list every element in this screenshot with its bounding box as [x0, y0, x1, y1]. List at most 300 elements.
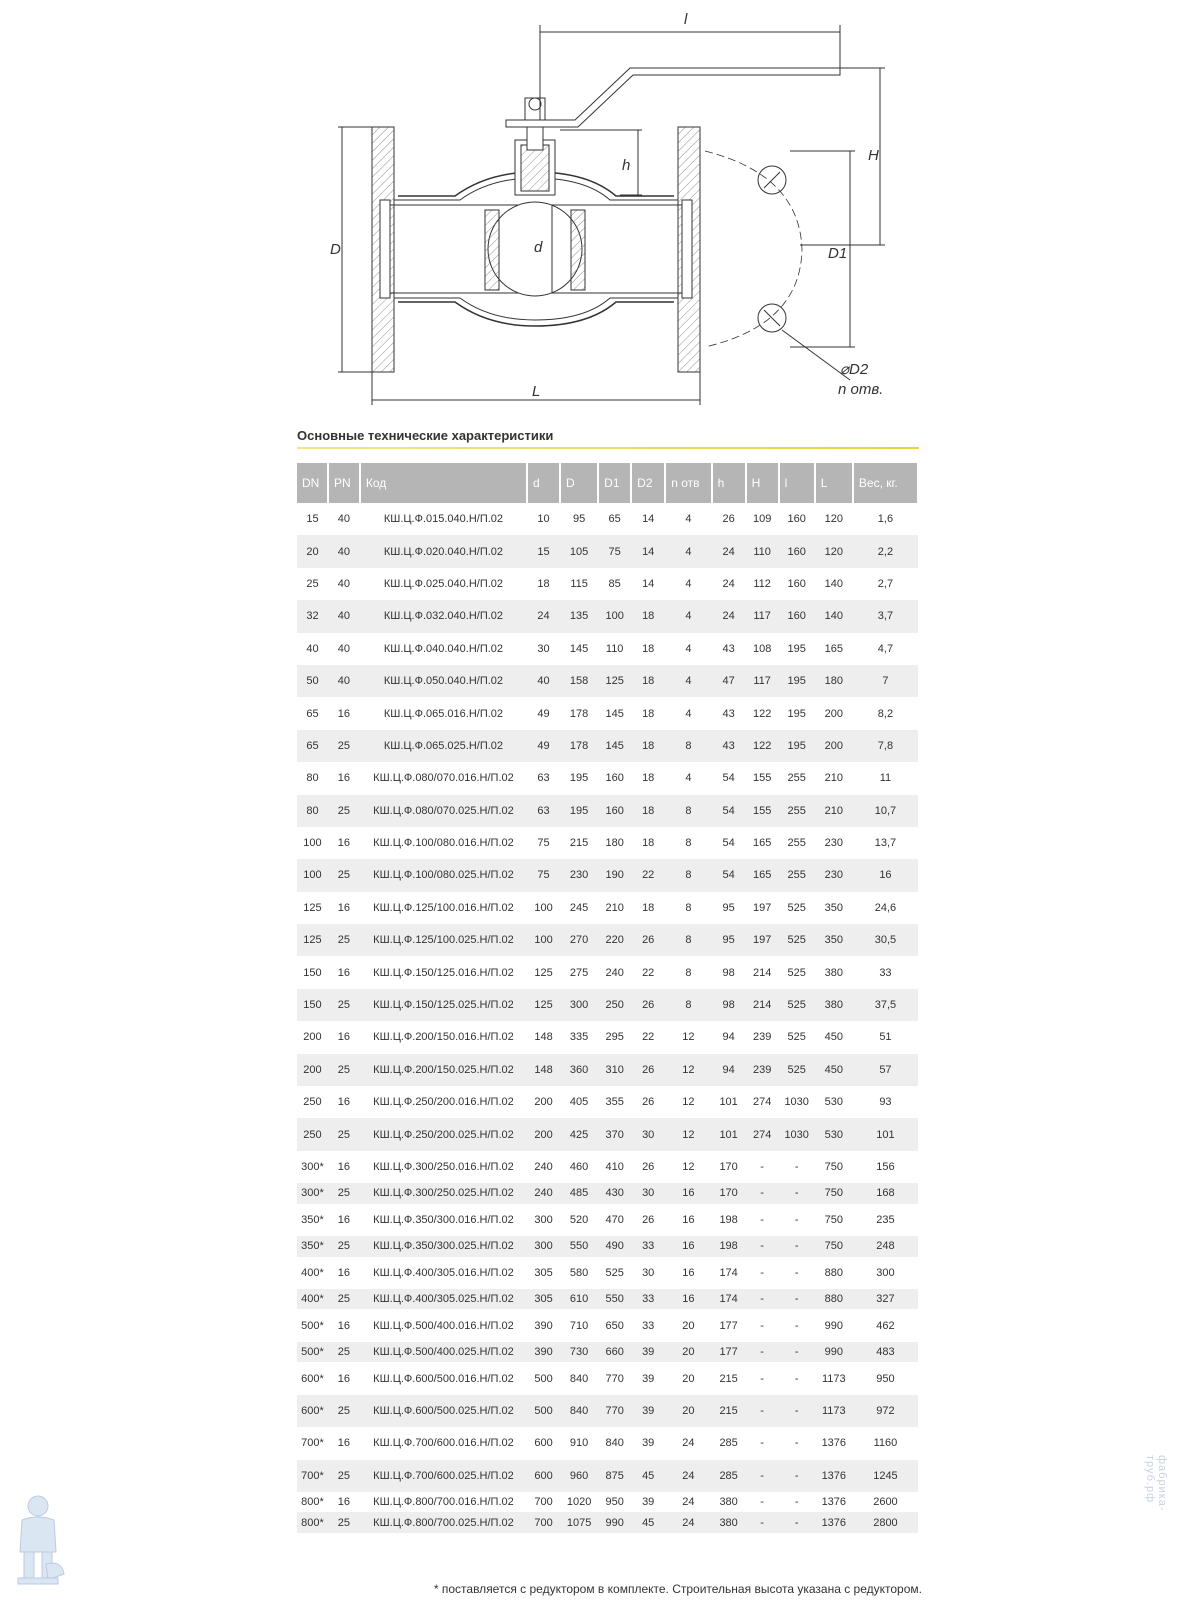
table-cell: 26 [642, 1161, 655, 1173]
table-cell: - [779, 1460, 815, 1492]
table-cell: 24 [527, 600, 560, 632]
table-cell: 239 [752, 1031, 772, 1044]
table-cell: - [794, 1437, 799, 1450]
table-cell: 25 [328, 1289, 360, 1310]
table-cell: КШ.Ц.Ф.600/500.016.Н/П.02 [373, 1372, 514, 1385]
table-cell: 500* [301, 1319, 324, 1332]
table-cell: 30 [631, 1183, 665, 1204]
table-cell: 200 [527, 1118, 560, 1150]
table-cell: 14 [631, 535, 665, 567]
table-cell: 180 [815, 665, 853, 697]
table-cell: 54 [722, 772, 735, 785]
table-cell: 65 [608, 513, 621, 526]
table-cell: 750 [815, 1236, 853, 1257]
table-cell: 8 [665, 859, 711, 891]
table-cell: - [794, 1161, 799, 1173]
table-cell: 215 [712, 1395, 746, 1427]
table-row [297, 535, 918, 567]
table-cell: 550 [560, 1236, 598, 1257]
table-row [297, 1512, 918, 1533]
table-cell: 500* [297, 1342, 328, 1363]
table-cell: 2800 [853, 1512, 918, 1533]
table-cell: 230 [824, 837, 843, 850]
table-cell: 525 [605, 1266, 624, 1279]
table-cell: 25 [328, 989, 360, 1021]
table-cell: 2,7 [877, 577, 894, 590]
table-cell: 700 [534, 1496, 553, 1509]
table-cell: 75 [537, 837, 550, 850]
table-cell: 240 [527, 1183, 560, 1204]
table-cell: 16 [337, 966, 351, 979]
table-cell: 462 [876, 1319, 895, 1332]
table-cell: 214 [746, 989, 779, 1021]
table-cell: 530 [815, 1118, 853, 1150]
table-cell: 770 [598, 1395, 631, 1427]
table-cell: 75 [527, 859, 560, 891]
table-cell: 95 [572, 513, 586, 526]
table-cell: 230 [815, 859, 853, 891]
table-cell: 150 [303, 966, 322, 979]
table-cell: КШ.Ц.Ф.200/150.025.Н/П.02 [360, 1054, 527, 1086]
table-cell: 255 [779, 795, 815, 827]
table-cell: 177 [712, 1342, 746, 1363]
table-cell: 990 [815, 1342, 853, 1363]
table-cell: 168 [853, 1183, 918, 1204]
table-cell: 117 [746, 600, 779, 632]
table-cell: 18 [642, 642, 655, 655]
table-cell: 18 [631, 665, 665, 697]
table-row [297, 1460, 918, 1492]
table-cell: 310 [598, 1054, 631, 1086]
column-header: n отв [665, 463, 711, 503]
table-cell: 430 [598, 1183, 631, 1204]
table-cell: 160 [787, 513, 806, 526]
table-cell: КШ.Ц.Ф.150/125.025.Н/П.02 [360, 989, 527, 1021]
table-cell: 195 [569, 772, 589, 785]
table-cell: 195 [779, 730, 815, 762]
table-cell: 75 [598, 535, 631, 567]
table-row [297, 1289, 918, 1310]
table-cell: 40 [328, 665, 360, 697]
table-cell: КШ.Ц.Ф.080/070.025.Н/П.02 [360, 795, 527, 827]
table-cell: КШ.Ц.Ф.100/080.016.Н/П.02 [373, 837, 514, 850]
table-cell: 25 [328, 1118, 360, 1150]
table-cell: 4 [665, 600, 711, 632]
table-cell: 170 [712, 1183, 746, 1204]
table-cell: 200 [815, 730, 853, 762]
table-cell: 800* [301, 1496, 324, 1509]
table-cell: 110 [746, 535, 779, 567]
table-cell: 26 [631, 924, 665, 956]
table-cell: 165 [752, 837, 772, 850]
table-cell: 100 [534, 901, 553, 914]
table-cell: 1030 [779, 1118, 815, 1150]
table-cell: КШ.Ц.Ф.700/600.016.Н/П.02 [373, 1437, 514, 1450]
table-cell: 30 [642, 1266, 655, 1279]
table-cell: 25 [328, 795, 360, 827]
site-watermark: фабрика-труб.рф [1144, 1455, 1168, 1512]
table-cell: КШ.Ц.Ф.125/100.025.Н/П.02 [360, 924, 527, 956]
table-cell: 4 [665, 535, 711, 567]
table-cell: 122 [746, 730, 779, 762]
specifications-table [297, 463, 919, 1533]
table-cell: 195 [560, 795, 598, 827]
table-cell: 380 [824, 966, 843, 979]
dim-label-l: l [684, 11, 688, 28]
table-cell: 120 [824, 513, 843, 526]
table-cell: 49 [527, 730, 560, 762]
table-cell: 350 [824, 901, 843, 914]
table-row [297, 1309, 918, 1341]
table-cell: 215 [569, 837, 589, 850]
table-row [297, 1257, 918, 1289]
table-cell: 525 [779, 989, 815, 1021]
column-header: PN [328, 463, 360, 503]
table-cell: 8,2 [877, 707, 894, 720]
table-cell: 380 [719, 1496, 738, 1509]
table-cell: 960 [560, 1460, 598, 1492]
table-cell: 305 [527, 1289, 560, 1310]
table-cell: 239 [746, 1054, 779, 1086]
table-cell: 148 [527, 1054, 560, 1086]
table-cell: 950 [605, 1496, 624, 1509]
table-cell: 14 [642, 513, 655, 526]
table-cell: КШ.Ц.Ф.600/500.025.Н/П.02 [360, 1395, 527, 1427]
table-cell: 54 [712, 795, 746, 827]
table-cell: КШ.Ц.Ф.050.040.Н/П.02 [360, 665, 527, 697]
table-cell: - [779, 1395, 815, 1427]
table-cell: 94 [722, 1031, 735, 1044]
table-cell: 20 [665, 1395, 711, 1427]
table-cell: 40 [306, 642, 319, 655]
table-cell: 230 [560, 859, 598, 891]
table-cell: КШ.Ц.Ф.032.040.Н/П.02 [360, 600, 527, 632]
table-cell: 380 [815, 989, 853, 1021]
table-row [297, 1236, 918, 1257]
table-cell: 25 [328, 1460, 360, 1492]
table-cell: 177 [719, 1319, 738, 1332]
table-cell: 400* [301, 1266, 324, 1279]
table-row [297, 827, 918, 859]
column-header: DN [297, 463, 328, 503]
dim-label-L: L [532, 383, 541, 400]
table-cell: 10,7 [853, 795, 918, 827]
table-cell: 122 [752, 707, 772, 720]
table-cell: 425 [560, 1118, 598, 1150]
table-cell: 1376 [821, 1496, 847, 1509]
dim-label-h: h [622, 157, 631, 174]
table-cell: - [794, 1266, 799, 1279]
table-cell: 2600 [873, 1496, 898, 1509]
table-cell: 63 [537, 772, 550, 785]
table-cell: 178 [560, 730, 598, 762]
table-cell: 275 [569, 966, 589, 979]
table-row [297, 1427, 918, 1459]
table-cell: 26 [642, 1096, 655, 1109]
table-cell: 450 [824, 1031, 843, 1044]
table-cell: 730 [560, 1342, 598, 1363]
dim-label-d: d [534, 239, 543, 256]
table-cell: КШ.Ц.Ф.150/125.016.Н/П.02 [373, 966, 514, 979]
table-cell: 26 [722, 513, 735, 526]
table-cell: 16 [665, 1289, 711, 1310]
table-cell: 700 [527, 1512, 560, 1533]
table-cell: 39 [642, 1372, 655, 1385]
table-cell: - [779, 1512, 815, 1533]
table-cell: - [779, 1183, 815, 1204]
table-cell: 450 [815, 1054, 853, 1086]
table-cell: 45 [631, 1512, 665, 1533]
table-row [297, 924, 918, 956]
table-cell: 135 [560, 600, 598, 632]
table-cell: 840 [569, 1372, 589, 1385]
table-cell: КШ.Ц.Ф.065.016.Н/П.02 [383, 707, 504, 720]
table-cell: 250 [297, 1118, 328, 1150]
table-cell: 40 [337, 513, 351, 526]
table-cell: 24 [682, 1437, 695, 1450]
table-cell: - [746, 1342, 779, 1363]
table-cell: 117 [746, 665, 779, 697]
table-cell: 295 [605, 1031, 624, 1044]
table-cell: 4 [685, 513, 692, 526]
table-cell: 57 [853, 1054, 918, 1086]
table-cell: 16 [337, 1266, 351, 1279]
table-cell: 178 [569, 707, 589, 720]
table-cell: 85 [608, 577, 621, 590]
dim-label-D1: D1 [828, 245, 848, 262]
table-cell: 650 [605, 1319, 624, 1332]
table-cell: 25 [328, 730, 360, 762]
table-cell: - [746, 1460, 779, 1492]
table-cell: 600 [534, 1437, 553, 1450]
table-cell: 610 [560, 1289, 598, 1310]
table-cell: - [760, 1437, 764, 1450]
table-cell: 180 [605, 837, 624, 850]
table-cell: 380 [712, 1512, 746, 1533]
table-cell: 1,6 [877, 513, 894, 526]
table-cell: 25 [328, 1512, 360, 1533]
table-cell: 22 [631, 859, 665, 891]
table-cell: 51 [879, 1031, 892, 1044]
table-cell: КШ.Ц.Ф.065.025.Н/П.02 [360, 730, 527, 762]
table-cell: 101 [712, 1118, 746, 1150]
table-cell: 110 [605, 642, 624, 655]
table-cell: 300* [297, 1183, 328, 1204]
table-cell: 530 [824, 1096, 843, 1109]
table-cell: 220 [598, 924, 631, 956]
table-cell: 1075 [560, 1512, 598, 1533]
table-cell: 840 [605, 1437, 624, 1450]
table-cell: 198 [712, 1236, 746, 1257]
table-cell: 25 [306, 577, 319, 590]
table-cell: 100 [297, 859, 328, 891]
table-row [297, 1342, 918, 1363]
valve-technical-drawing [320, 0, 920, 420]
table-cell: 24 [712, 600, 746, 632]
section-title: Основные технические характеристики [297, 428, 554, 443]
table-cell: 145 [569, 642, 589, 655]
table-cell: 22 [642, 966, 655, 979]
table-cell: 45 [631, 1460, 665, 1492]
table-cell: 4 [685, 577, 692, 590]
table-cell: 1245 [853, 1460, 918, 1492]
column-header: l [779, 463, 815, 503]
table-cell: 158 [560, 665, 598, 697]
table-cell: - [746, 1236, 779, 1257]
table-cell: КШ.Ц.Ф.300/250.025.Н/П.02 [360, 1183, 527, 1204]
table-cell: 40 [337, 642, 351, 655]
column-header: Вес, кг. [853, 463, 918, 503]
column-header: h [712, 463, 746, 503]
table-cell: 200 [297, 1054, 328, 1086]
table-cell: 12 [665, 1118, 711, 1150]
table-cell: 14 [642, 577, 655, 590]
table-cell: 33 [642, 1319, 655, 1332]
table-cell: 16 [682, 1266, 695, 1279]
table-cell: 80 [297, 795, 328, 827]
table-cell: 25 [328, 859, 360, 891]
table-cell: 875 [598, 1460, 631, 1492]
table-cell: 63 [527, 795, 560, 827]
table-cell: 390 [534, 1319, 553, 1332]
column-header: L [815, 463, 853, 503]
table-cell: - [760, 1213, 764, 1226]
table-cell: 400* [297, 1289, 328, 1310]
table-cell: 30 [631, 1118, 665, 1150]
table-cell: 16 [337, 1437, 351, 1450]
table-cell: 54 [722, 837, 735, 850]
table-cell: 160 [779, 600, 815, 632]
table-cell: 250 [303, 1096, 322, 1109]
plumber-mascot-icon [8, 1490, 68, 1590]
table-cell: 16 [337, 1096, 351, 1109]
table-cell: КШ.Ц.Ф.080/070.016.Н/П.02 [373, 772, 514, 785]
table-cell: 285 [719, 1437, 738, 1450]
table-cell: - [794, 1496, 799, 1509]
table-cell: КШ.Ц.Ф.125/100.016.Н/П.02 [373, 901, 514, 914]
table-cell: - [779, 1289, 815, 1310]
title-divider [297, 447, 919, 449]
table-cell: 700* [301, 1437, 324, 1450]
table-cell: 8 [665, 989, 711, 1021]
table-cell: 24 [665, 1512, 711, 1533]
table-cell: 300* [301, 1161, 324, 1173]
table-cell: 33 [879, 966, 892, 979]
table-cell: 174 [712, 1289, 746, 1310]
table-cell: - [779, 1342, 815, 1363]
table-cell: 198 [719, 1213, 738, 1226]
table-cell: 16 [337, 1496, 351, 1509]
table-cell: 270 [560, 924, 598, 956]
table-cell: - [760, 1161, 764, 1173]
table-row [297, 1183, 918, 1204]
table-cell: 18 [631, 730, 665, 762]
table-cell: 525 [779, 1054, 815, 1086]
table-cell: 39 [642, 1496, 655, 1509]
table-cell: 11 [879, 772, 892, 785]
table-row [297, 1118, 918, 1150]
table-cell: 12 [682, 1031, 695, 1044]
table-cell: - [794, 1372, 799, 1385]
table-cell: 160 [779, 535, 815, 567]
table-cell: 327 [853, 1289, 918, 1310]
column-header: H [746, 463, 779, 503]
table-cell: 405 [569, 1096, 589, 1109]
table-cell: 8 [665, 795, 711, 827]
table-row [297, 1021, 918, 1053]
table-cell: КШ.Ц.Ф.250/200.016.Н/П.02 [373, 1096, 514, 1109]
table-cell: - [794, 1319, 799, 1332]
table-cell: 360 [560, 1054, 598, 1086]
table-cell: 25 [328, 924, 360, 956]
table-cell: 8 [665, 924, 711, 956]
table-cell: - [794, 1213, 799, 1226]
table-row [297, 859, 918, 891]
table-cell: 54 [712, 859, 746, 891]
column-header: Код [360, 463, 527, 503]
table-cell: 30,5 [853, 924, 918, 956]
table-cell: 460 [569, 1161, 589, 1173]
table-cell: 80 [306, 772, 319, 785]
table-cell: 150 [297, 989, 328, 1021]
table-cell: 16 [682, 1213, 695, 1226]
table-cell: 30 [537, 642, 550, 655]
table-cell: 125 [297, 924, 328, 956]
table-cell: 12 [682, 1096, 695, 1109]
table-cell: - [746, 1183, 779, 1204]
table-cell: 1376 [815, 1512, 853, 1533]
table-cell: 210 [815, 795, 853, 827]
table-cell: 18 [631, 600, 665, 632]
table-cell: 750 [824, 1213, 843, 1226]
table-cell: 165 [746, 859, 779, 891]
table-row [297, 1204, 918, 1236]
table-cell: 2,2 [853, 535, 918, 567]
table-cell: 18 [642, 837, 655, 850]
table-cell: 600* [297, 1395, 328, 1427]
table-cell: 1376 [821, 1437, 847, 1450]
footnote: * поставляется с редуктором в комплекте. Строительная высота указана с редуктором. [433, 1582, 922, 1596]
table-cell: 700* [297, 1460, 328, 1492]
table-cell: 16 [337, 1319, 351, 1332]
table-cell: 94 [712, 1054, 746, 1086]
table-cell: - [779, 1236, 815, 1257]
table-cell: 245 [569, 901, 589, 914]
table-cell: 16 [665, 1236, 711, 1257]
table-cell: 274 [746, 1118, 779, 1150]
table-cell: 500 [534, 1372, 553, 1385]
table-cell: 16 [337, 1161, 351, 1173]
table-cell: 18 [642, 901, 655, 914]
table-cell: 18 [537, 577, 550, 590]
table-cell: 200 [824, 707, 843, 720]
table-cell: 24 [665, 1460, 711, 1492]
table-cell: 710 [569, 1319, 589, 1332]
table-cell: - [746, 1289, 779, 1310]
table-cell: 65 [297, 730, 328, 762]
table-cell: 15 [527, 535, 560, 567]
table-cell: 990 [824, 1319, 843, 1332]
table-cell: 248 [853, 1236, 918, 1257]
table-cell: 525 [779, 924, 815, 956]
table-cell: 520 [569, 1213, 589, 1226]
table-cell: 43 [722, 642, 735, 655]
table-cell: 8 [685, 837, 692, 850]
table-cell: 600 [527, 1460, 560, 1492]
table-cell: 4 [685, 642, 692, 655]
table-cell: 197 [746, 924, 779, 956]
table-cell: 40 [328, 600, 360, 632]
